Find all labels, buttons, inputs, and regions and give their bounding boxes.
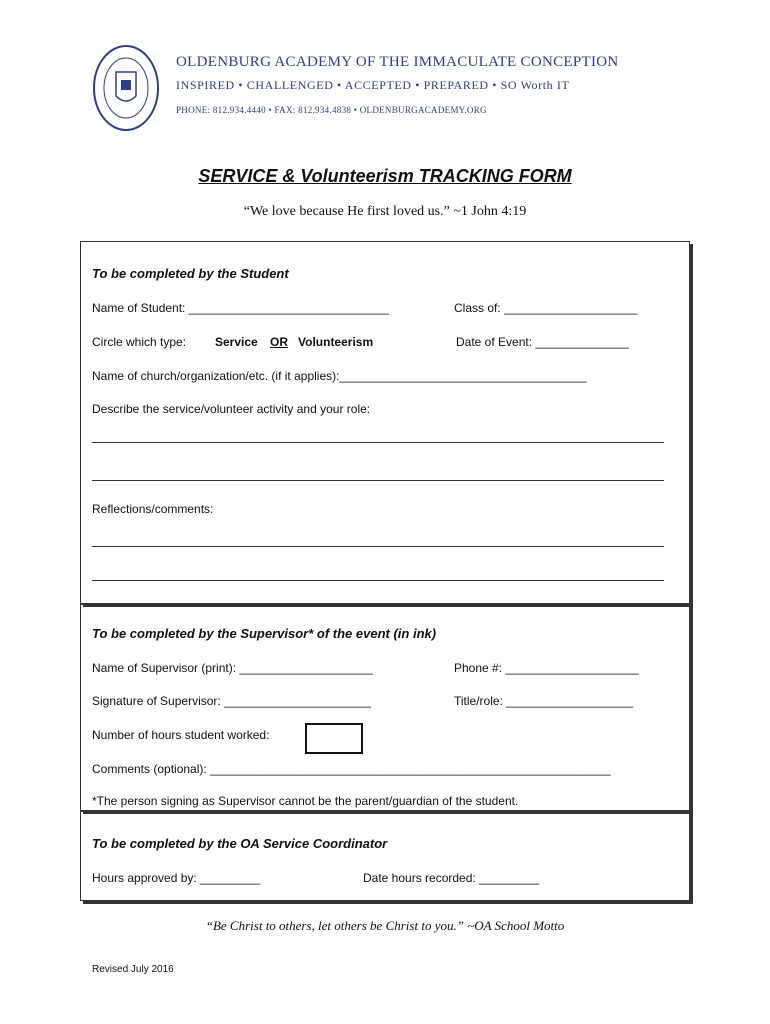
supervisor-name-field[interactable]: Name of Supervisor (print): ____________________ — [92, 661, 373, 675]
reflections-line[interactable] — [92, 580, 664, 581]
signature-field[interactable]: Signature of Supervisor: ______________________ — [92, 694, 371, 708]
reflections-line[interactable] — [92, 546, 664, 547]
type-service-option[interactable]: Service — [215, 335, 258, 349]
student-heading: To be completed by the Student — [92, 266, 289, 281]
comments-field[interactable]: Comments (optional): ____________________________________________________________ — [92, 762, 611, 776]
type-volunteerism-option[interactable]: Volunteerism — [298, 335, 374, 349]
hours-worked-box[interactable] — [305, 723, 363, 754]
supervisor-heading: To be completed by the Supervisor* of the event (in ink) — [92, 626, 437, 641]
type-or-label: OR — [270, 335, 288, 349]
student-name-field[interactable]: Name of Student: ______________________________ — [92, 301, 389, 315]
hours-worked-label: Number of hours student worked: — [92, 728, 270, 742]
revised-date: Revised July 2016 — [92, 964, 174, 975]
school-contact: PHONE: 812.934.4440 • FAX: 812.934.4838 • OLDENBURGACADEMY.ORG — [176, 105, 487, 115]
school-name: OLDENBURG ACADEMY OF THE IMMACULATE CONCEPTION — [176, 54, 619, 70]
school-motto: “Be Christ to others, let others be Christ to you.” ~OA School Motto — [205, 918, 565, 933]
describe-label: Describe the service/volunteer activity and your role: — [92, 402, 371, 416]
church-organization-field[interactable]: Name of church/organization/etc. (if it applies):_____________________________________ — [92, 369, 587, 383]
date-of-event-field[interactable]: Date of Event: ______________ — [456, 335, 629, 349]
date-recorded-field[interactable]: Date hours recorded: _________ — [363, 871, 540, 885]
describe-line[interactable] — [92, 442, 664, 443]
form-title: SERVICE & Volunteerism TRACKING FORM — [198, 166, 572, 186]
hours-approved-field[interactable]: Hours approved by: _________ — [92, 871, 261, 885]
coordinator-section — [80, 811, 690, 901]
scripture-quote: “We love because He first loved us.” ~1 John 4:19 — [243, 204, 527, 219]
school-tagline: INSPIRED • CHALLENGED • ACCEPTED • PREPARED • SO Worth IT — [176, 78, 570, 92]
phone-field[interactable]: Phone #: ____________________ — [454, 661, 639, 675]
supervisor-note: *The person signing as Supervisor cannot be the parent/guardian of the student. — [92, 794, 519, 808]
title-role-field[interactable]: Title/role: ___________________ — [454, 694, 634, 708]
class-of-field[interactable]: Class of: ____________________ — [454, 301, 638, 315]
school-seal — [92, 44, 160, 132]
circle-type-label: Circle which type: — [92, 335, 187, 349]
describe-line[interactable] — [92, 480, 664, 481]
coordinator-heading: To be completed by the OA Service Coordinator — [92, 836, 388, 851]
reflections-label: Reflections/comments: — [92, 502, 214, 516]
student-section — [80, 241, 690, 604]
